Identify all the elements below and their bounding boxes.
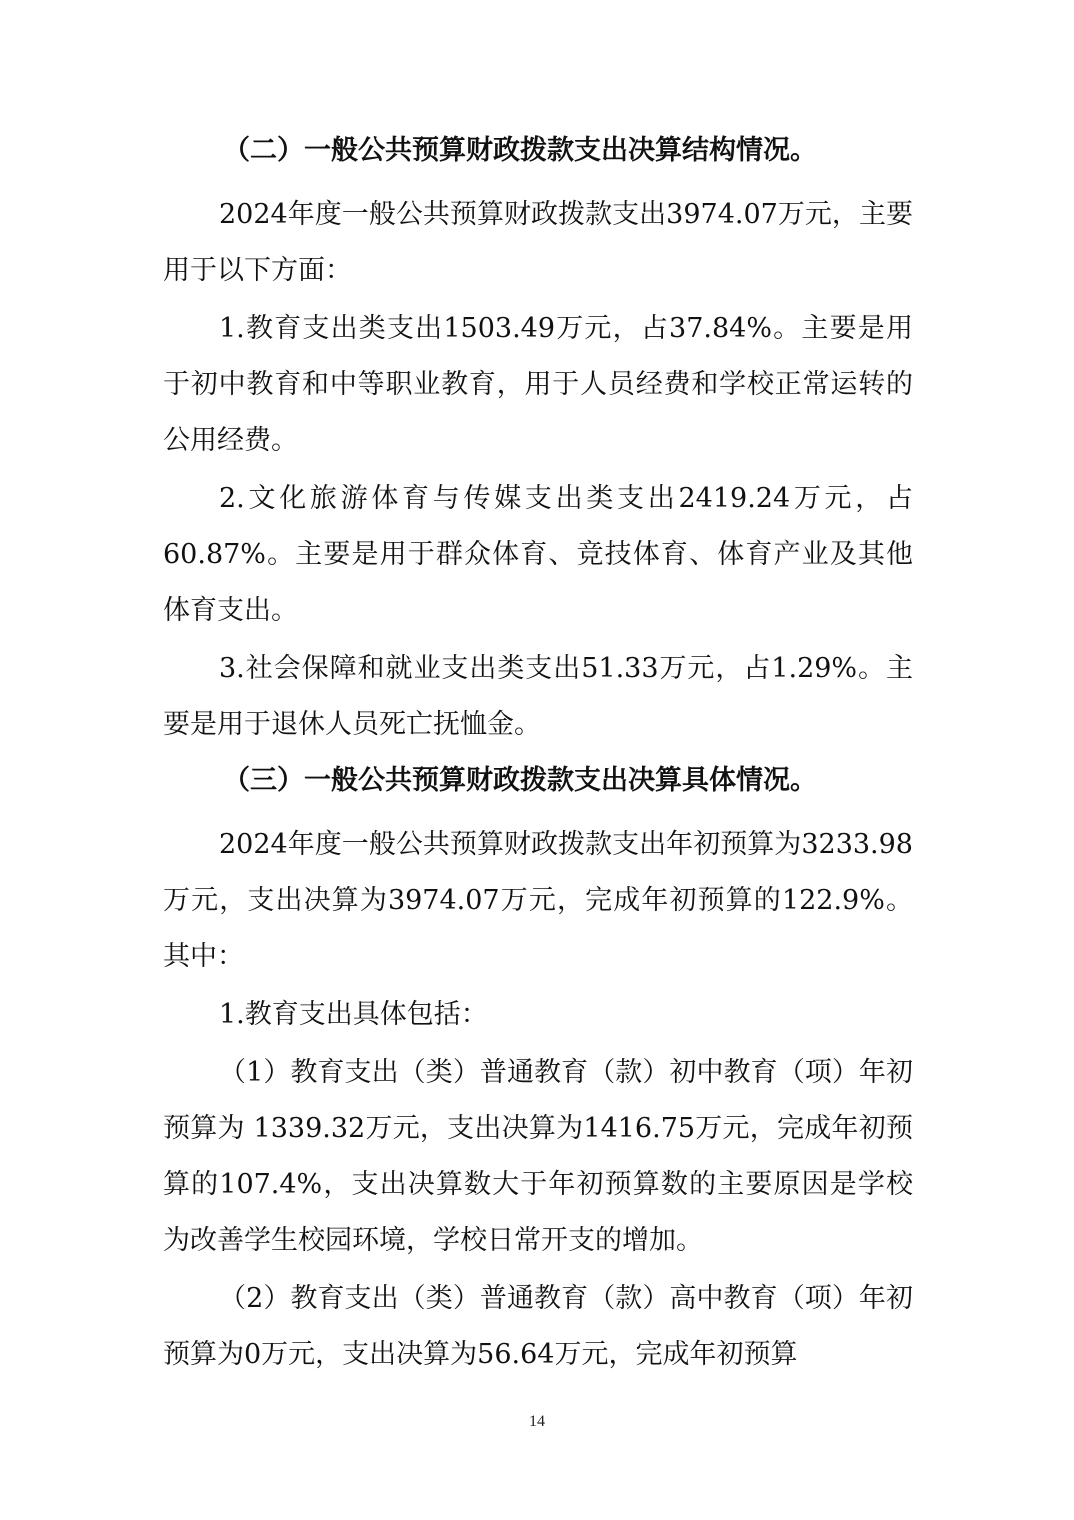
paragraph-education: 1.教育支出类支出1503.49万元，占37.84%。主要是用于初中教育和中等职业教育，用于人员经费和学校正常运转的公用经费。 [163,313,913,456]
paragraph-education-detail-heading: 1.教育支出具体包括： [219,999,488,1030]
paragraph-detail-intro: 2024年度一般公共预算财政拨款支出年初预算为3233.98万元，支出决算为3974.07万元，完成年初预算的122.9%。其中： [163,829,913,972]
paragraph-intro: 2024年度一般公共预算财政拨款支出3974.07万元，主要用于以下方面： [163,199,913,286]
paragraph-senior-high: （2）教育支出（类）普通教育（款）高中教育（项）年初预算为0万元，支出决算为56.64万元，完成年初预算 [163,1283,913,1370]
paragraph-junior-high: （1）教育支出（类）普通教育（款）初中教育（项）年初预算为 1339.32万元，支出决算为1416.75万元，完成年初预算的107.4%，支出决算数大于年初预算数的主要原因是学校为改善学生校园环境，学校日常开支的增加。 [163,1057,913,1256]
section-heading-2: （二）一般公共预算财政拨款支出决算结构情况。 [223,135,817,166]
paragraph-culture-sports: 2.文化旅游体育与传媒支出类支出2419.24万元，占60.87%。主要是用于群众体育、竞技体育、体育产业及其他体育支出。 [163,483,913,626]
document-body [163,123,913,1383]
section-heading-3: （三）一般公共预算财政拨款支出决算具体情况。 [223,765,817,796]
paragraph-social-security: 3.社会保障和就业支出类支出51.33万元，占1.29%。主要是用于退休人员死亡抚恤金。 [163,653,913,740]
page-number: 14 [529,1413,545,1430]
